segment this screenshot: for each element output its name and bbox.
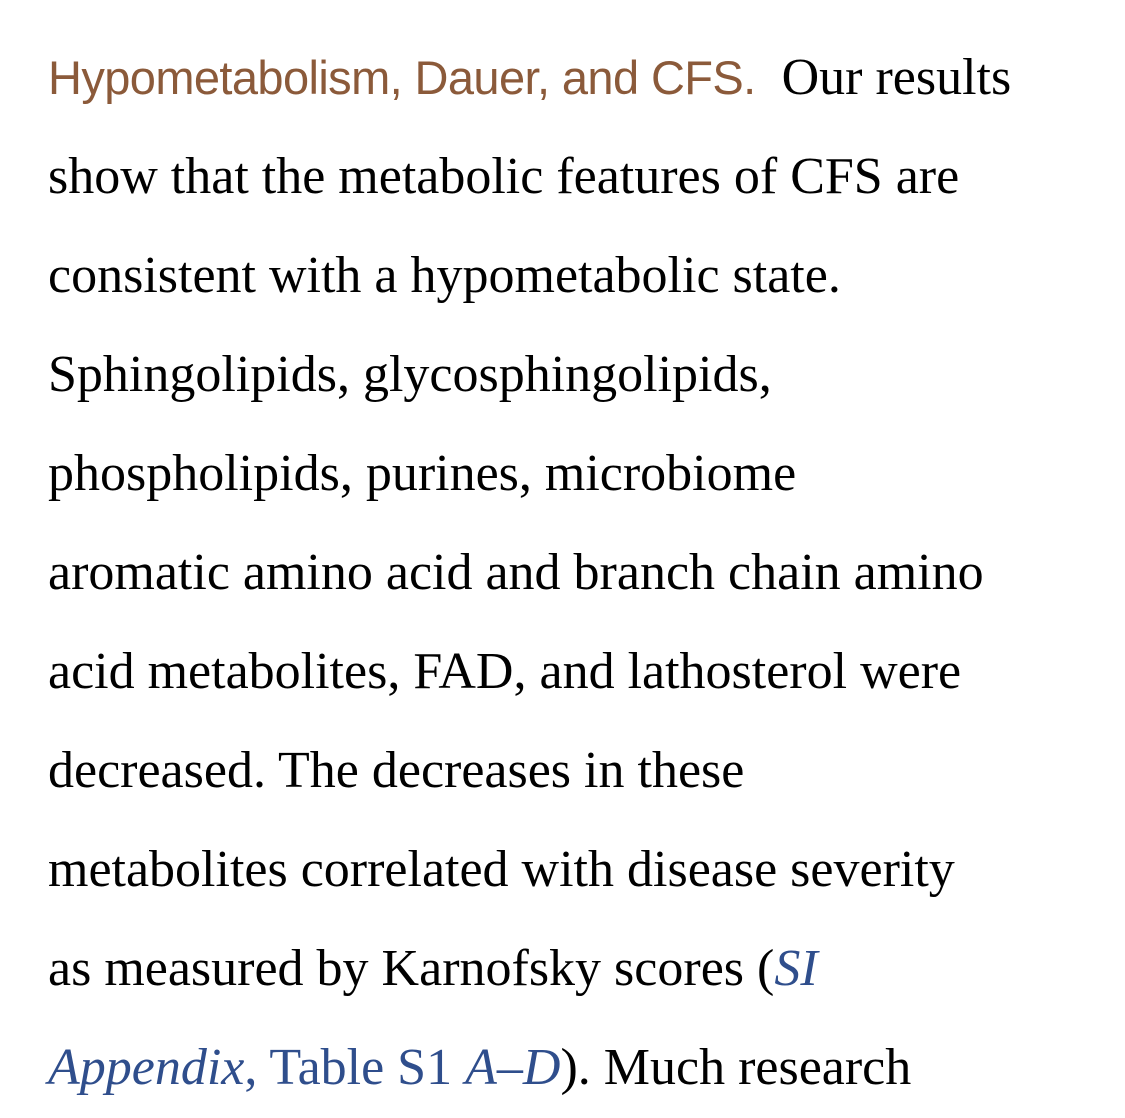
- text-line-4: Sphingolipids, glycosphingolipids,: [48, 346, 772, 403]
- section-heading: Hypometabolism, Dauer, and CFS.: [48, 51, 756, 104]
- text-line-10: [48, 919, 1098, 1018]
- article-body: [48, 28, 1098, 1117]
- line-10-text: as measured by Karnofsky scores (: [48, 940, 775, 997]
- text-line-11: [48, 1018, 1098, 1117]
- si-appendix-link-range[interactable]: A–D: [465, 1039, 561, 1096]
- text-line-3: consistent with a hypometabolic state.: [48, 247, 841, 304]
- text-line-7: acid metabolites, FAD, and lathosterol were: [48, 643, 962, 700]
- text-line-6: aromatic amino acid and branch chain amino: [48, 544, 984, 601]
- line-1-text: Our results: [781, 49, 1012, 106]
- paragraph: [48, 28, 1098, 1117]
- text-line-8: decreased. The decreases in these: [48, 742, 745, 799]
- line-11-text: ). Much research: [560, 1039, 912, 1096]
- text-line-1: [48, 28, 1098, 127]
- si-appendix-link-table[interactable]: , Table S1: [244, 1039, 466, 1096]
- text-line-9: metabolites correlated with disease severity: [48, 841, 955, 898]
- text-line-2: show that the metabolic features of CFS are: [48, 148, 960, 205]
- si-appendix-link-appendix[interactable]: Appendix: [48, 1039, 245, 1096]
- text-line-5: phospholipids, purines, microbiome: [48, 445, 797, 502]
- si-appendix-link-start[interactable]: SI: [774, 940, 818, 997]
